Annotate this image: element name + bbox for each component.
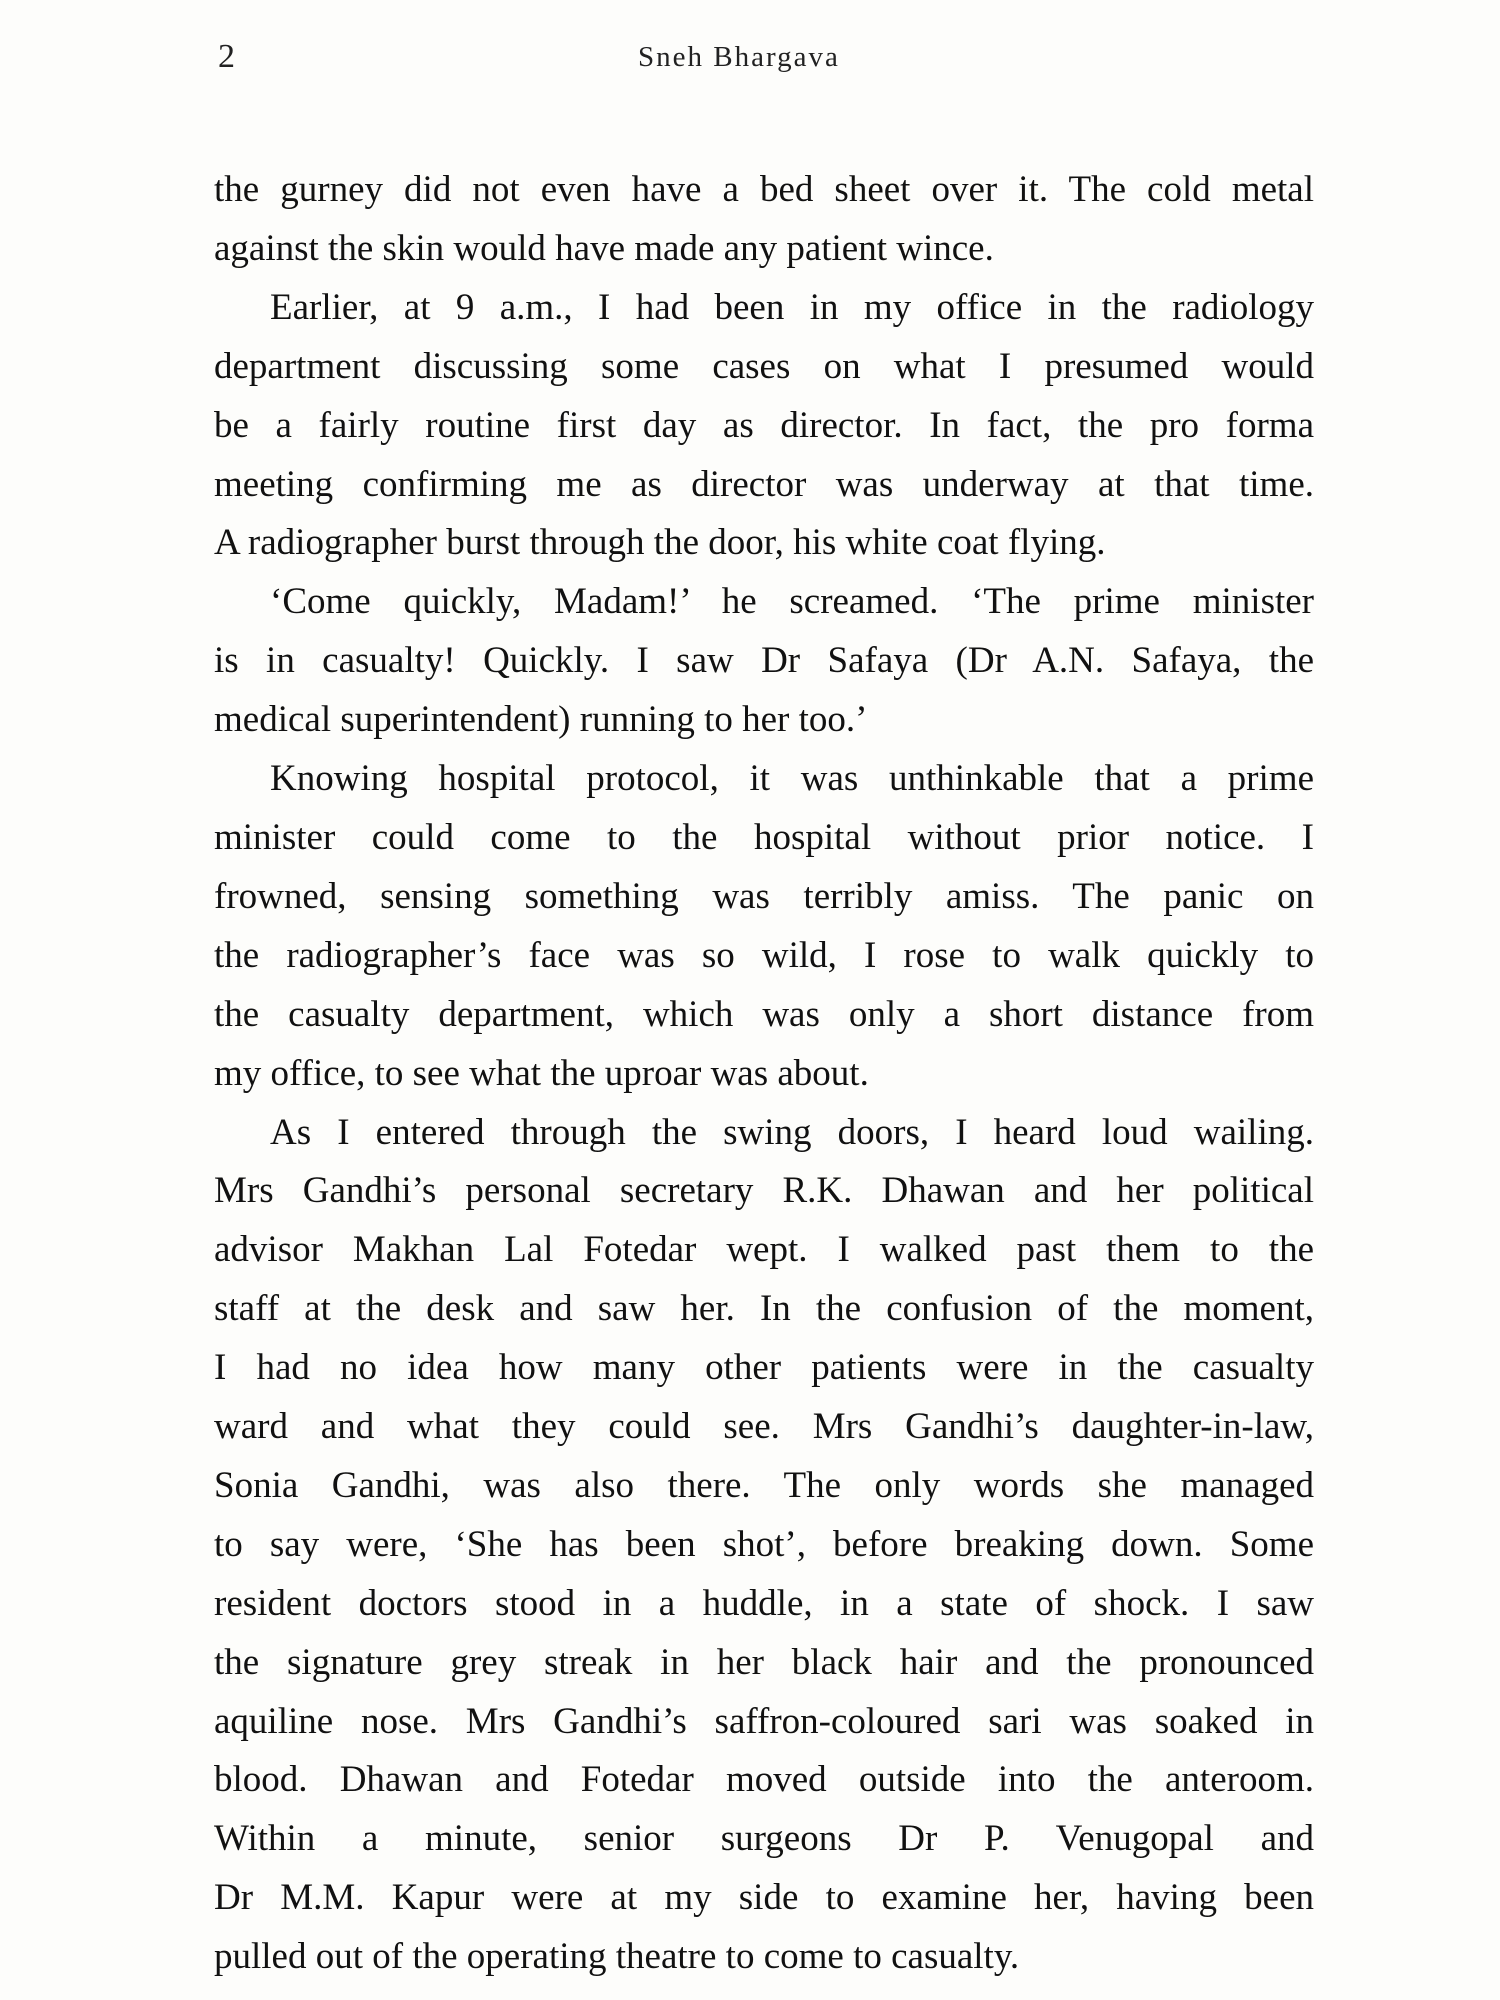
text-line: Within a minute, senior surgeons Dr P. Venugopal and (214, 1818, 1314, 1860)
text-line: pulled out of the operating theatre to come to casualty. (214, 1936, 1020, 1978)
running-title-author: Sneh Bhargava (638, 41, 840, 73)
text-line: my office, to see what the uproar was about. (214, 1052, 869, 1094)
paragraph (214, 279, 1314, 574)
text-line: the radiographer’s face was so wild, I rose to walk quickly to (214, 934, 1314, 976)
text-line: Mrs Gandhi’s personal secretary R.K. Dhawan and her political (214, 1170, 1314, 1212)
paragraph (214, 1104, 1314, 1988)
text-line: Knowing hospital protocol, it was unthinkable that a prime (270, 758, 1314, 800)
paragraph (214, 750, 1314, 1103)
text-line: A radiographer burst through the door, his white coat flying. (214, 522, 1106, 564)
text-line: medical superintendent) running to her too.’ (214, 699, 868, 741)
text-line: department discussing some cases on what I presumed would (214, 345, 1314, 387)
text-line: advisor Makhan Lal Fotedar wept. I walked past them to the (214, 1229, 1314, 1271)
text-line: frowned, sensing something was terribly amiss. The panic on (214, 875, 1314, 917)
text-line: meeting confirming me as director was underway at that time. (214, 463, 1314, 505)
text-line: staff at the desk and saw her. In the confusion of the moment, (214, 1288, 1314, 1330)
text-line: aquiline nose. Mrs Gandhi’s saffron-coloured sari was soaked in (214, 1700, 1314, 1742)
page-number: 2 (218, 38, 235, 75)
text-line: Dr M.M. Kapur were at my side to examine her, having been (214, 1877, 1314, 1919)
running-header (218, 38, 1318, 88)
text-line: Earlier, at 9 a.m., I had been in my office in the radiology (270, 286, 1314, 328)
text-line: the casualty department, which was only a short distance from (214, 993, 1314, 1035)
text-line: minister could come to the hospital without prior notice. I (214, 816, 1314, 858)
text-line: the signature grey streak in her black hair and the pronounced (214, 1641, 1314, 1683)
text-line: to say were, ‘She has been shot’, before breaking down. Some (214, 1523, 1314, 1565)
text-line: against the skin would have made any patient wince. (214, 227, 994, 269)
paragraph (214, 573, 1314, 750)
text-line: is in casualty! Quickly. I saw Dr Safaya (Dr A.N. Safaya, the (214, 640, 1314, 682)
text-line: Sonia Gandhi, was also there. The only words she managed (214, 1464, 1314, 1506)
text-line: ward and what they could see. Mrs Gandhi’s daughter-in-law, (214, 1406, 1314, 1448)
text-line: be a fairly routine first day as director. In fact, the pro forma (214, 404, 1314, 446)
text-line: I had no idea how many other patients were in the casualty (214, 1347, 1314, 1389)
body-text (214, 161, 1314, 1987)
text-line: As I entered through the swing doors, I heard loud wailing. (270, 1111, 1314, 1153)
text-line: blood. Dhawan and Fotedar moved outside into the anteroom. (214, 1759, 1314, 1801)
text-line: resident doctors stood in a huddle, in a state of shock. I saw (214, 1582, 1314, 1624)
text-line: ‘Come quickly, Madam!’ he screamed. ‘The prime minister (270, 581, 1314, 623)
paragraph (214, 161, 1314, 279)
text-line: the gurney did not even have a bed sheet over it. The cold metal (214, 169, 1314, 210)
